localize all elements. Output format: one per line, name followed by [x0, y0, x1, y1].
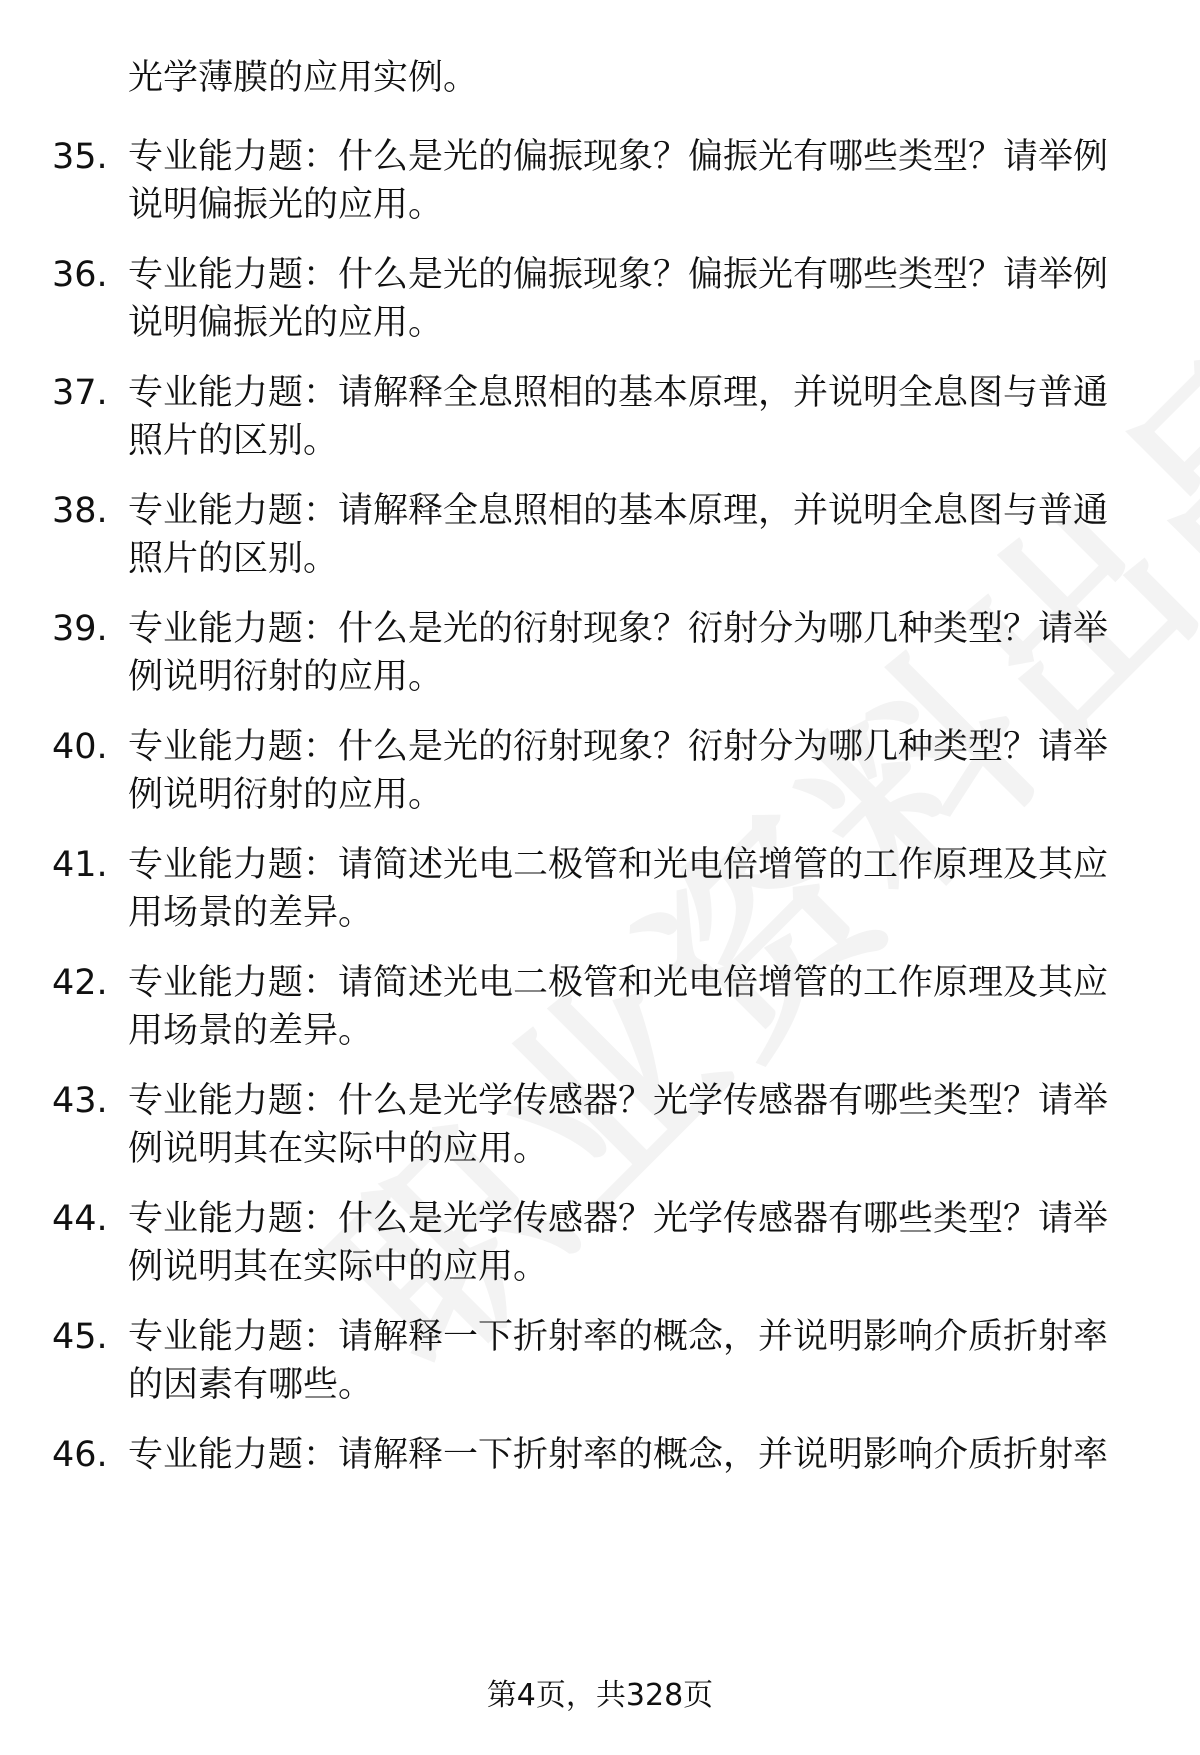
question-text-line-1: 专业能力题：什么是光的偏振现象？偏振光有哪些类型？请举例 — [128, 255, 1109, 295]
question-number: 41. — [52, 845, 108, 885]
question-number: 38. — [52, 491, 108, 531]
question-text-line-1: 专业能力题：请解释一下折射率的概念，并说明影响介质折射率 — [128, 1317, 1109, 1357]
question-text-line-2: 照片的区别。 — [128, 539, 339, 579]
question-item-42 — [0, 959, 1200, 1059]
question-text-line-2: 例说明衍射的应用。 — [128, 657, 444, 697]
question-text-line-2: 照片的区别。 — [128, 421, 339, 461]
question-text-line-2: 用场景的差异。 — [128, 1011, 374, 1051]
question-item-38 — [0, 487, 1200, 587]
question-number: 35. — [52, 137, 108, 177]
question-number: 39. — [52, 609, 108, 649]
question-text-line-2: 说明偏振光的应用。 — [128, 185, 444, 225]
question-item-37 — [0, 369, 1200, 469]
question-text-line-2: 例说明其在实际中的应用。 — [128, 1247, 549, 1287]
page-footer: 第4页，共328页 — [486, 1678, 714, 1713]
question-number: 42. — [52, 963, 108, 1003]
question-item-46 — [0, 1431, 1200, 1531]
question-text-line-2: 例说明衍射的应用。 — [128, 775, 444, 815]
question-item-39 — [0, 605, 1200, 705]
question-item-43 — [0, 1077, 1200, 1177]
question-text-line-1: 专业能力题：什么是光学传感器？光学传感器有哪些类型？请举 — [128, 1081, 1109, 1121]
question-text-line-1: 专业能力题：什么是光学传感器？光学传感器有哪些类型？请举 — [128, 1199, 1109, 1239]
question-item-36 — [0, 251, 1200, 351]
question-number: 36. — [52, 255, 108, 295]
question-text-line-2: 说明偏振光的应用。 — [128, 303, 444, 343]
question-text-line-1: 专业能力题：请简述光电二极管和光电倍增管的工作原理及其应 — [128, 845, 1109, 885]
question-text-line-1: 专业能力题：什么是光的偏振现象？偏振光有哪些类型？请举例 — [128, 137, 1109, 177]
question-text-line-1: 专业能力题：什么是光的衍射现象？衍射分为哪几种类型？请举 — [128, 727, 1109, 767]
question-text-line-1: 专业能力题：请解释一下折射率的概念，并说明影响介质折射率 — [128, 1435, 1109, 1475]
question-number: 44. — [52, 1199, 108, 1239]
question-item-40 — [0, 723, 1200, 823]
continuation-line: 光学薄膜的应用实例。 — [128, 58, 479, 98]
question-number: 40. — [52, 727, 108, 767]
question-number: 45. — [52, 1317, 108, 1357]
question-text-line-1: 专业能力题：请解释全息照相的基本原理，并说明全息图与普通 — [128, 491, 1109, 531]
question-text-line-1: 专业能力题：什么是光的衍射现象？衍射分为哪几种类型？请举 — [128, 609, 1109, 649]
question-item-41 — [0, 841, 1200, 941]
question-text-line-2: 用场景的差异。 — [128, 893, 374, 933]
question-item-45 — [0, 1313, 1200, 1413]
question-number: 46. — [52, 1435, 108, 1475]
question-item-35 — [0, 133, 1200, 233]
question-item-44 — [0, 1195, 1200, 1295]
question-text-line-1: 专业能力题：请解释全息照相的基本原理，并说明全息图与普通 — [128, 373, 1109, 413]
question-text-line-2: 的因素有哪些。 — [128, 1365, 374, 1405]
question-number: 43. — [52, 1081, 108, 1121]
question-text-line-2: 例说明其在实际中的应用。 — [128, 1129, 549, 1169]
question-text-line-1: 专业能力题：请简述光电二极管和光电倍增管的工作原理及其应 — [128, 963, 1109, 1003]
question-number: 37. — [52, 373, 108, 413]
